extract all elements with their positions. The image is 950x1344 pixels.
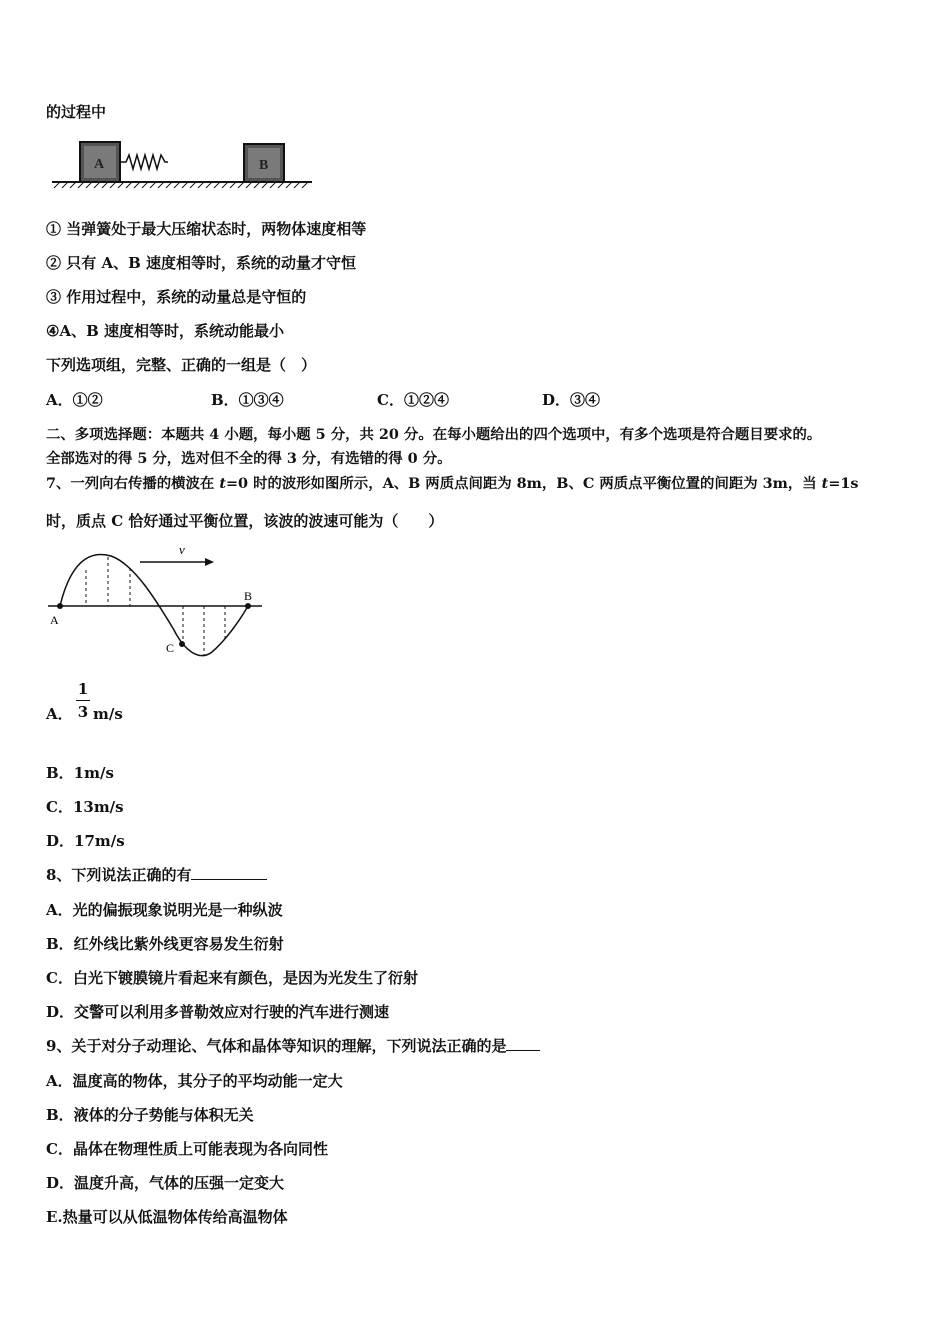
q9-option-c: C．晶体在物理性质上可能表现为各向同性 bbox=[46, 1140, 328, 1158]
q6-intro-tail: 的过程中 bbox=[46, 103, 107, 121]
t-variable-2: t bbox=[821, 475, 829, 492]
wave-curve bbox=[60, 554, 248, 655]
t-variable: t bbox=[219, 475, 226, 492]
q8-option-c: C．白光下镀膜镜片看起来有颜色，是因为光发生了衍射 bbox=[46, 969, 418, 987]
q6-statement-3: ③ 作用过程中，系统的动量总是守恒的 bbox=[46, 288, 307, 306]
spring-blocks-figure bbox=[50, 138, 315, 194]
q7-option-a-unit: m/s bbox=[93, 705, 123, 723]
q9-option-d: D．温度升高，气体的压强一定变大 bbox=[46, 1174, 285, 1192]
point-a-label: A bbox=[50, 613, 59, 627]
q7-option-c: C．13m/s bbox=[46, 798, 124, 816]
q6-statement-4: ④A、B 速度相等时，系统动能最小 bbox=[46, 322, 284, 340]
q7-option-a-fraction bbox=[76, 680, 90, 721]
q6-prompt: 下列选项组，完整、正确的一组是（ ） bbox=[46, 356, 317, 374]
q9-option-a: A．温度高的物体，其分子的平均动能一定大 bbox=[46, 1072, 343, 1090]
velocity-label: v bbox=[179, 542, 185, 557]
q8-option-d: D．交警可以利用多普勒效应对行驶的汽车进行测速 bbox=[46, 1003, 390, 1021]
section2-line1: 二、多项选择题：本题共 4 小题，每小题 5 分，共 20 分。在每小题给出的四个选项中，有多个选项是符合题目要求的。 bbox=[46, 426, 822, 443]
q9-option-b: B．液体的分子势能与体积无关 bbox=[46, 1106, 254, 1124]
fraction-denominator: 3 bbox=[77, 703, 89, 721]
q7-stem-line1: 7、一列向右传播的横波在 t=0 时的波形如图所示，A、B 两质点间距为 8m，B、C 两质点平衡位置的间距为 3m，当 t=1s bbox=[46, 475, 859, 492]
q6-option-c: C．①②④ bbox=[377, 391, 449, 409]
point-b-dot bbox=[245, 603, 251, 609]
block-b-label: B bbox=[259, 158, 269, 173]
q7-option-a-prefix: A． bbox=[46, 705, 73, 723]
answer-blank bbox=[506, 1036, 540, 1051]
spring bbox=[120, 155, 168, 169]
q6-option-a: A．①② bbox=[46, 391, 103, 409]
q7-option-d: D．17m/s bbox=[46, 832, 125, 850]
point-a-dot bbox=[57, 603, 63, 609]
point-b-label: B bbox=[244, 589, 253, 603]
block-a-label: A bbox=[94, 157, 105, 172]
wave-figure bbox=[44, 540, 266, 665]
answer-blank bbox=[191, 865, 267, 880]
q7-option-b: B．1m/s bbox=[46, 764, 114, 782]
section2-line2: 全部选对的得 5 分，选对但不全的得 3 分，有选错的得 0 分。 bbox=[46, 450, 452, 467]
q9-stem: 9、关于对分子动理论、气体和晶体等知识的理解，下列说法正确的是 bbox=[46, 1036, 540, 1056]
q6-statement-1: ① 当弹簧处于最大压缩状态时，两物体速度相等 bbox=[46, 220, 367, 238]
point-c-label: C bbox=[166, 641, 175, 655]
q6-option-b: B．①③④ bbox=[211, 391, 284, 409]
q7-stem-line2: 时，质点 C 恰好通过平衡位置，该波的波速可能为（ ） bbox=[46, 512, 444, 530]
point-c-dot bbox=[179, 641, 185, 647]
q8-stem: 8、下列说法正确的有 bbox=[46, 865, 267, 885]
q8-option-a: A．光的偏振现象说明光是一种纵波 bbox=[46, 901, 283, 919]
q9-option-e: E.热量可以从低温物体传给高温物体 bbox=[46, 1208, 288, 1226]
q8-option-b: B．红外线比紫外线更容易发生衍射 bbox=[46, 935, 284, 953]
q6-option-d: D．③④ bbox=[542, 391, 601, 409]
fraction-numerator: 1 bbox=[77, 680, 89, 698]
q6-statement-2: ② 只有 A、B 速度相等时，系统的动量才守恒 bbox=[46, 254, 356, 272]
